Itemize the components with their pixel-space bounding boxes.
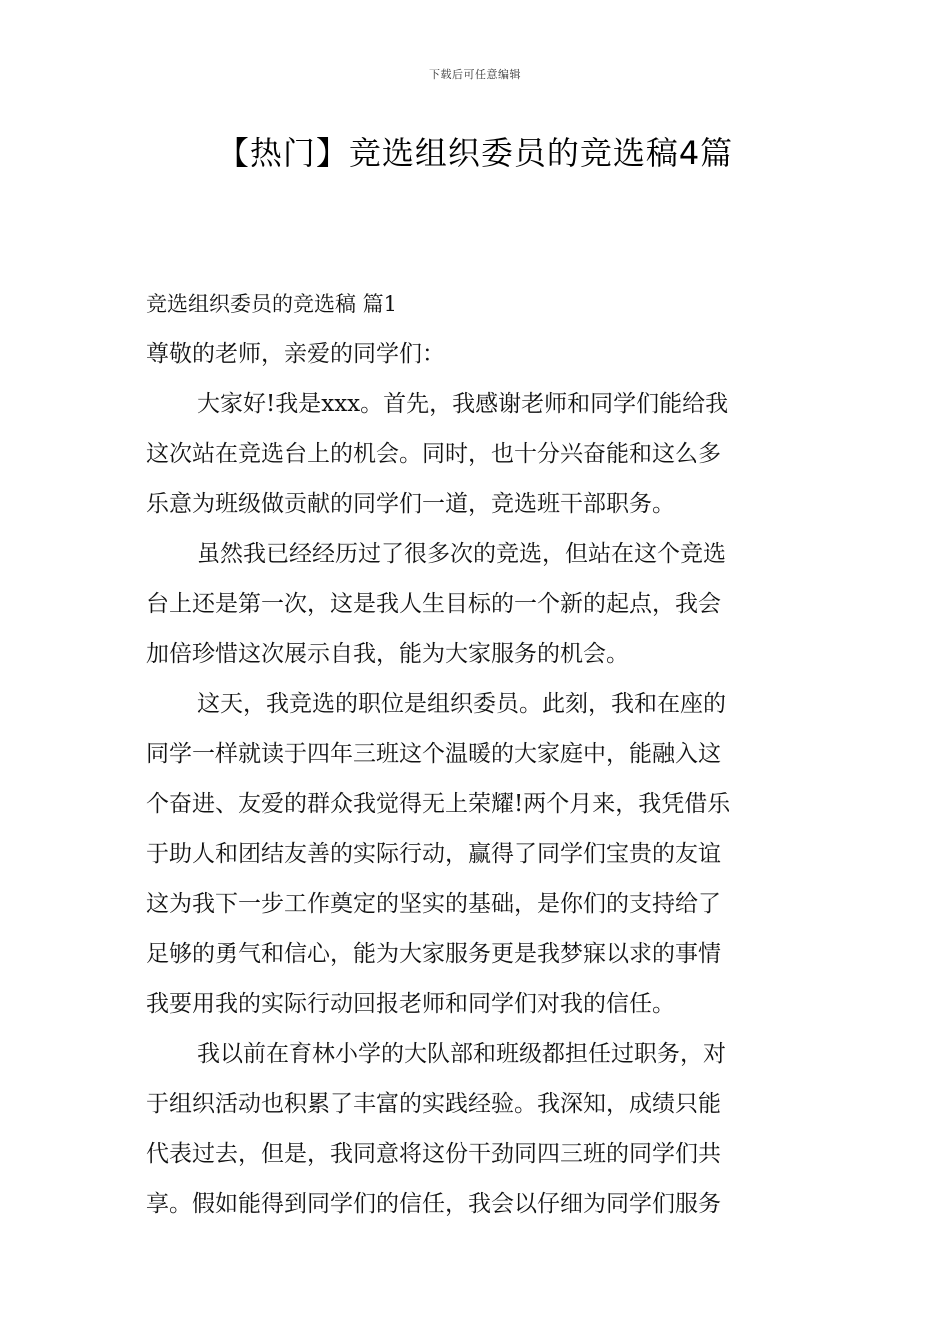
salutation: 尊敬的老师，亲爱的同学们： bbox=[146, 341, 445, 367]
paragraph bbox=[146, 379, 808, 529]
paragraph-line: 于组织活动也积累了丰富的实践经验。我深知，成绩只能 bbox=[146, 1091, 721, 1117]
paragraph-line: 代表过去，但是，我同意将这份干劲同四三班的同学们共 bbox=[146, 1141, 721, 1167]
header-note: 下载后可任意编辑 bbox=[429, 68, 521, 81]
paragraph bbox=[146, 529, 808, 679]
paragraph-line: 这次站在竞选台上的机会。同时，也十分兴奋能和这么多 bbox=[146, 441, 721, 467]
paragraph bbox=[146, 679, 808, 1029]
paragraph-line: 台上还是第一次，这是我人生目标的一个新的起点，我会 bbox=[146, 591, 721, 617]
paragraph-line: 个奋进、友爱的群众我觉得无上荣耀!两个月来，我凭借乐 bbox=[146, 791, 731, 817]
paragraph-line: 大家好!我是xxx。首先，我感谢老师和同学们能给我 bbox=[197, 391, 729, 417]
document-body bbox=[146, 279, 808, 1229]
paragraph-line: 乐意为班级做贡献的同学们一道，竞选班干部职务。 bbox=[146, 491, 675, 517]
paragraph-line: 足够的勇气和信心，能为大家服务更是我梦寐以求的事情 bbox=[146, 941, 721, 967]
paragraph-line: 我以前在育林小学的大队部和班级都担任过职务，对 bbox=[197, 1041, 726, 1067]
paragraph bbox=[146, 1029, 808, 1229]
paragraph-line: 这为我下一步工作奠定的坚实的基础，是你们的支持给了 bbox=[146, 891, 721, 917]
paragraph-line: 我要用我的实际行动回报老师和同学们对我的信任。 bbox=[146, 991, 675, 1017]
paragraph-line: 这天，我竞选的职位是组织委员。此刻，我和在座的 bbox=[197, 691, 726, 717]
paragraph-line: 享。假如能得到同学们的信任，我会以仔细为同学们服务 bbox=[146, 1191, 721, 1217]
page-title: 【热门】竞选组织委员的竞选稿4篇 bbox=[216, 134, 734, 172]
paragraph-line: 于助人和团结友善的实际行动，赢得了同学们宝贵的友谊 bbox=[146, 841, 721, 867]
paragraph-line: 加倍珍惜这次展示自我，能为大家服务的机会。 bbox=[146, 641, 629, 667]
paragraph-line: 同学一样就读于四年三班这个温暖的大家庭中，能融入这 bbox=[146, 741, 721, 767]
paragraph-line: 虽然我已经经历过了很多次的竞选，但站在这个竞选 bbox=[197, 541, 726, 567]
section-heading: 竞选组织委员的竞选稿 篇1 bbox=[146, 292, 398, 316]
